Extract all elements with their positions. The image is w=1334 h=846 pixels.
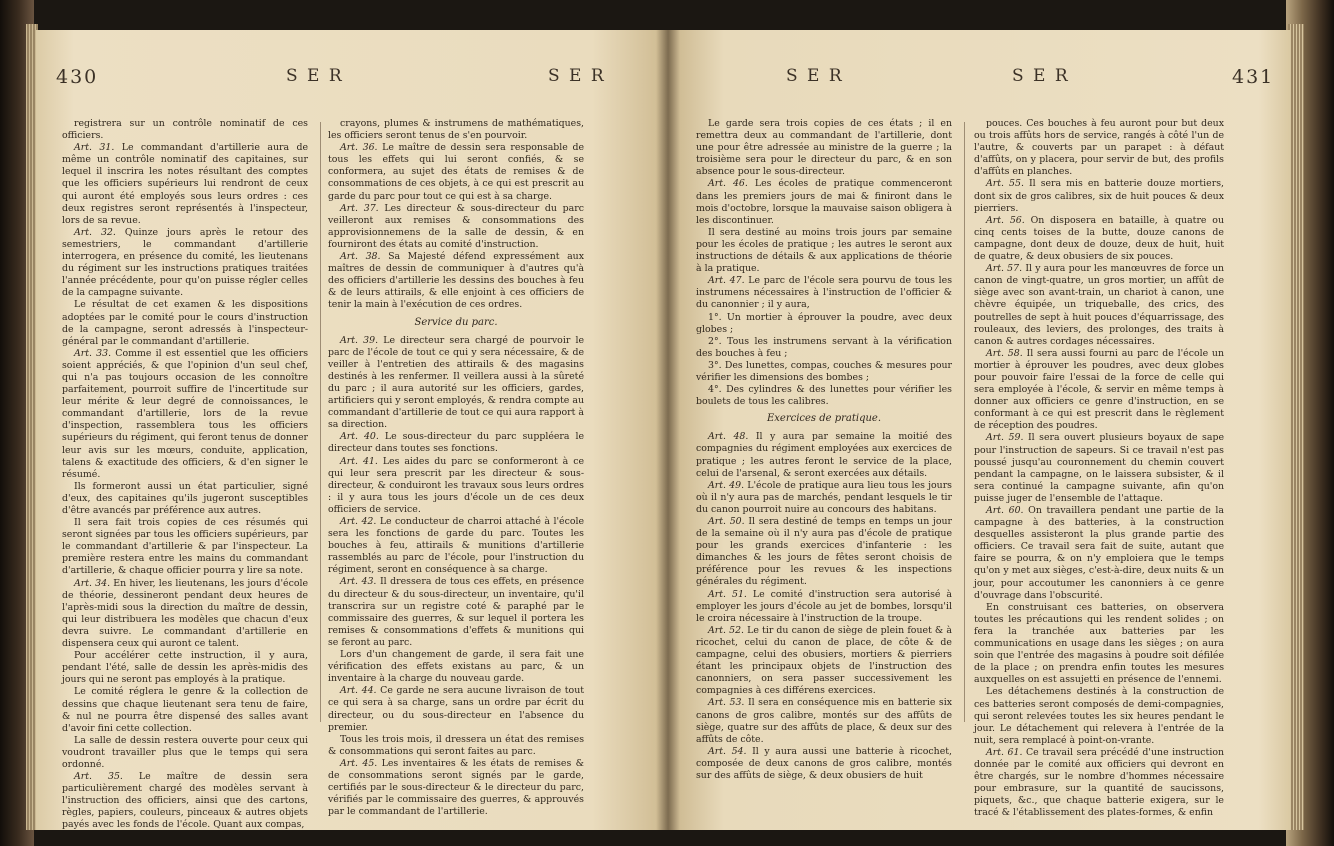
article-text: Quinze jours après le retour des semestriers, le commandant d'artillerie interrogera, en présence du comité, les lieutenans du régiment sur les instructions pratiques traitées l'année précédente, pour qu'on puisse régler celles de la campagne suivante. (62, 226, 309, 299)
article-text: L'école de pratique aura lieu tous les jours où il n'y aura pas de marchés, pendant lesquels le tir du canon pourroit nuire au concours des habitans. (696, 479, 952, 515)
article-number: Art. 53. (708, 697, 745, 709)
article-text: Il sera en conséquence mis en batterie six canons de gros calibre, montés sur des affûts de siège, quatre sur des affûts de place, & deux sur des affûts de côte. (696, 697, 952, 745)
article-paragraph (328, 516, 584, 576)
article-text: Le comité réglera le genre & la collection de dessins que chaque lieutenant sera tenu de faire, & nul ne pourra être dispensé des salles avant d'avoir fini cette collection. (62, 686, 308, 734)
article-paragraph (974, 747, 1224, 820)
article-text: Il y aura aussi une batterie à ricochet, composée de deux canons de gros calibre, montés sur des affûts de siège, & deux obusiers de huit (696, 745, 953, 781)
article-text: Il sera ouvert plusieurs boyaux de sape pour l'instruction de sapeurs. Si ce travail n'est pas poussé jusqu'au couronnement du chemin couvert pendant la campagne, on le laissera subsister, & il sera continué la campagne suivante, afin qu'on puisse juger de l'ensemble de l'attaque. (974, 432, 1224, 504)
article-text: Le maître de dessin sera responsable de tous les effets qui lui seront confiés, & se conformera, au sujet des états de remises & de consommations de ces objets, à ce qui est prescrit au garde du parc pour tout ce qui est à sa charge. (328, 142, 585, 202)
article-text: crayons, plumes & instrumens de mathématiques, les officiers seront tenus de s'en pourvoir. (328, 118, 584, 142)
article-paragraph (62, 686, 308, 734)
article-text: Les aides du parc se conformeront à ce qui leur sera prescrit par les directeur & sous-directeur, & conduiront les travaux sous leurs ordres : il y aura tous les jours d'école un de ces deux officiers de service. (328, 455, 584, 515)
article-text: 4°. Des cylindres & des lunettes pour vérifier les boulets de tous les calibres. (696, 384, 952, 408)
article-paragraph (696, 431, 952, 479)
article-text: Le maître de dessin sera particulièrement chargé des modèles servant à l'instruction des officiers, ainsi que des cartons, règles, papiers, couleurs, pinceaux & autres objets payés avec les fonds de l'école. Quant aux compas, (62, 771, 309, 830)
right-page (668, 30, 1290, 830)
article-text: Il sera aussi fourni au parc de l'école un mortier à éprouver les poudres, avec deux globes pour pouvoir faire l'essai de la force de celle qui sera employée à l'école, & servir en même temps à donner aux officiers ce genre d'instruction, en se conformant à ce qui est prescrit dans le règlement de réception des poudres. (974, 347, 1225, 432)
article-paragraph (974, 178, 1224, 214)
article-text: Le directeur sera chargé de pourvoir le parc de l'école de tout ce qui y sera nécessaire, & de veiller à l'entretien des attirails & des magasins destinés à les renfermer. Il veillera aussi à la sûreté du parc ; il aura autorité sur les officiers, gardes, artificiers qui y seront employés, & rendra compte au commandant d'artillerie de tout ce qui aura rapport à sa direction. (328, 334, 585, 431)
article-text: Les inventaires & les états de remises & de consommations seront signés par le garde, certifiés par le sous-directeur & le directeur du parc, vérifiés par le commissaire des guerres, & approuvés par le commandant de l'artillerie. (328, 757, 584, 818)
right-column-2 (974, 118, 1224, 819)
article-number: Art. 42. (340, 516, 377, 527)
article-text: Il y aura par semaine la moitié des compagnies du régiment employées aux exercices de pratique ; les autres feront le service de la place, celui de l'arsenal, & seront exercées aux détails. (696, 431, 953, 479)
article-paragraph (696, 275, 952, 311)
left-column-1 (62, 118, 308, 830)
article-number: Art. 47. (708, 275, 745, 287)
article-paragraph (62, 771, 308, 830)
section-heading: Exercices de pratique. (766, 413, 882, 425)
article-paragraph (62, 348, 308, 481)
article-paragraph (328, 734, 584, 758)
column-rule-right (964, 122, 965, 722)
article-number: Art. 35. (74, 771, 123, 783)
left-column-2 (328, 118, 584, 818)
article-text: Sa Majesté défend expressément aux maîtres de dessin de communiquer à d'autres qu'à des officiers d'artillerie les dessins des bouches à feu & de leurs attirails, & elle enjoint à ces officiers de tenir la main à l'exécution de ces ordres. (328, 251, 585, 311)
article-text: Le sous-directeur du parc suppléera le directeur dans toutes ses fonctions. (328, 431, 585, 455)
article-text: Les écoles de pratique commenceront dans les premiers jours de mai & finiront dans le mois d'octobre, lorsque la mauvaise saison obligera à les discontinuer. (696, 178, 953, 226)
article-paragraph (974, 215, 1224, 263)
article-paragraph (62, 578, 308, 651)
article-text: Le comité d'instruction sera autorisé à employer les jours d'école au jet de bombes, lorsqu'il le croira nécessaire à l'instruction de la troupe. (696, 588, 953, 624)
article-paragraph (696, 697, 952, 745)
article-number: Art. 50. (708, 516, 745, 527)
article-text: Comme il est essentiel que les officiers soient appréciés, & que l'opinion d'un seul chef, qui n'a pas toujours occasion de les connoître parfaitement, pourroit suffire de l'incertitude sur leur mérite & leur degré de connoissances, le commandant d'artillerie, lors de la revue d'inspection, rassemblera tous les officiers supérieurs du régiment, qui feront tenus de donner leur avis sur les mœurs, conduite, application, talens & exactitude des officiers, & d'en signer le résumé. (62, 347, 309, 480)
article-paragraph (696, 746, 952, 782)
article-number: Art. 60. (986, 505, 1024, 516)
article-paragraph (974, 263, 1224, 348)
article-number: Art. 37. (340, 202, 379, 214)
article-number: Art. 55. (986, 178, 1024, 190)
left-page-number: 430 (56, 66, 99, 88)
article-paragraph (62, 735, 308, 771)
article-text: Les détachemens destinés à la construction de ces batteries seront composés de demi-compagnies, qui seront relevées toutes les six heures pendant le jour. Le détachement qui relevera à l'entrée de la nuit, sera remplacé à point-on-vrante. (974, 686, 1224, 746)
article-paragraph (328, 203, 584, 251)
article-text: Le garde sera trois copies de ces états ; il en remettra deux au commandant de l'artillerie, dont une pour être adressée au ministre de la guerre ; la troisième sera pour le directeur du parc, & en son absence pour le sous-directeur. (696, 118, 952, 178)
article-paragraph (328, 685, 584, 733)
article-paragraph (62, 481, 308, 517)
article-paragraph (974, 505, 1224, 602)
article-text: Il sera mis en batterie douze mortiers, dont six de gros calibres, six de huit pouces & deux pierriers. (974, 178, 1224, 214)
article-text: Les directeur & sous-directeur du parc veilleront aux remises & consommations des approvisionnemens de la salle de dessin, & en fourniront des états au comité d'instruction. (328, 202, 584, 250)
article-paragraph (974, 118, 1224, 178)
article-number: Art. 32. (74, 226, 116, 238)
article-paragraph (328, 335, 584, 432)
article-text: 3°. Des lunettes, compas, couches & mesures pour vérifier les dimensions des bombes ; (696, 359, 952, 383)
column-rule-left (320, 122, 321, 722)
article-paragraph (974, 686, 1224, 746)
article-text: La salle de dessin restera ouverte pour ceux qui voudront travailler plus que le temps qui sera ordonné. (62, 734, 308, 770)
article-text: 2°. Tous les instrumens servant à la vérification des bouches à feu ; (696, 335, 952, 359)
article-number: Art. 39. (340, 334, 379, 346)
article-number: Art. 57. (986, 263, 1023, 275)
right-running-head-2: S E R (1012, 66, 1070, 86)
article-paragraph (696, 589, 952, 625)
article-paragraph (696, 516, 952, 589)
article-text: pouces. Ces bouches à feu auront pour but deux ou trois affûts hors de service, rangés à côté l'un de l'autre, & couverts par un parapet : à défaut d'affûts, on y placera, pour servir de but, des profils d'affûts en planches. (974, 118, 1224, 178)
article-text: En construisant ces batteries, on observera toutes les précautions qui les rendent solides ; on fera la tranchée aux batteries par les communications en usage dans les sièges ; on aura soin que l'entrée des magasins à poudre soit défilée de la place ; on prendra enfin toutes les mesures auxquelles on est assujetti en présence de l'ennemi. (974, 601, 1224, 686)
article-paragraph (696, 118, 952, 178)
article-paragraph (696, 312, 952, 336)
article-number: Art. 31. (74, 142, 115, 154)
article-paragraph (328, 251, 584, 311)
article-text: Il sera destiné de temps en temps un jour de la semaine où il n'y aura pas d'école de pratique pour les grands exercices d'infanterie : les dimanches & les jours de fêtes seront choisis de préférence pour les revues & les inspections générales du régiment. (696, 516, 953, 588)
article-paragraph (696, 625, 952, 698)
article-text: Il dressera de tous ces effets, en présence du directeur & du sous-directeur, un inventaire, qu'il transcrira sur un registre coté & paraphé par le commissaire des guerres, & sur lequel il portera les remises & consommations d'effets & munitions qui se feront au parc. (328, 576, 585, 648)
article-text: On travaillera pendant une partie de la campagne à des batteries, à la construction desquelles assisteront la plus grande partie des officiers. Ce travail sera fait de suite, autant que faire se pourra, & on n'y emploiera que le temps qu'on y met aux sièges, c'est-à-dire, deux nuits & un jour, pour accoutumer les canonniers à ce genre d'ouvrage dans l'obscurité. (974, 505, 1225, 601)
article-text: Il sera fait trois copies de ces résumés qui seront signées par tous les officiers supérieurs, par le commandant d'artillerie & par l'inspecteur. La première restera entre les mains du commandant d'artillerie, & chaque officier pourra y lire sa note. (62, 517, 308, 577)
article-number: Art. 44. (340, 685, 377, 697)
article-text: Le parc de l'école sera pourvu de tous les instrumens nécessaires à l'instruction de l'officier & du canonnier ; il y aura, (696, 275, 953, 311)
page-stack-right (1288, 24, 1304, 830)
article-number: Art. 59. (986, 432, 1024, 444)
article-paragraph (62, 142, 308, 227)
article-text: registrera sur un contrôle nominatif de ces officiers. (62, 118, 308, 142)
article-paragraph (328, 758, 584, 818)
section-heading: Service du parc. (414, 316, 498, 328)
article-text: Ils formeront aussi un état particulier, signé d'eux, des capitaines qu'ils jugeront susceptibles d'être avancés par préférence aux autres. (62, 480, 308, 516)
article-text: Il sera destiné au moins trois jours par semaine pour les écoles de pratique ; les autres le seront aux instructions de détails & aux applications de théorie à la pratique. (696, 226, 952, 275)
article-paragraph (62, 299, 308, 347)
right-running-head-1: S E R (786, 66, 844, 86)
article-paragraph (696, 480, 952, 516)
article-number: Art. 56. (986, 214, 1025, 226)
article-number: Art. 58. (986, 347, 1023, 359)
article-number: Art. 48. (708, 431, 749, 443)
article-number: Art. 40. (340, 431, 379, 443)
article-text: 1°. Un mortier à éprouver la poudre, avec deux globes ; (696, 311, 952, 335)
article-text: Il y aura pour les manœuvres de force un canon de vingt-quatre, un gros mortier, un affût de siège avec son avant-train, un chariot à canon, une chèvre équipée, un triqueballe, des crics, des poutrelles de sept à huit pouces d'équarrissage, des rouleaux, des leviers, des prolonges, des traits à canon & autres cordages nécessaires. (974, 263, 1225, 347)
article-paragraph (974, 432, 1224, 505)
article-text: Lors d'un changement de garde, il sera fait une vérification des effets existans au parc, & un inventaire à la charge du nouveau garde. (328, 649, 584, 685)
article-paragraph (328, 576, 584, 649)
article-number: Art. 33. (74, 347, 112, 359)
article-text: Pour accélérer cette instruction, il y aura, pendant l'été, salle de dessin les après-midis des jours qui ne seront pas employés à la pratique. (62, 650, 308, 686)
article-text: Tous les trois mois, il dressera un état des remises & consommations qui seront faites au parc. (328, 733, 584, 757)
article-paragraph (696, 178, 952, 226)
article-paragraph (696, 336, 952, 360)
article-number: Art. 61. (986, 746, 1023, 758)
article-paragraph (696, 384, 952, 408)
article-text: En hiver, les lieutenans, les jours d'école de théorie, dessineront pendant deux heures de l'après-midi sous la direction du maître de dessin, qui leur distribuera les modèles que chacun d'eux devra suivre. Le commandant d'artillerie en dispensera ceux qui auront ce talent. (62, 577, 309, 650)
article-paragraph (328, 142, 584, 202)
article-number: Art. 46. (708, 178, 748, 190)
article-number: Art. 36. (340, 142, 378, 154)
article-paragraph (328, 649, 584, 685)
article-paragraph (328, 456, 584, 516)
article-number: Art. 34. (74, 577, 111, 589)
article-text: Le tir du canon de siège de plein fouet & à ricochet, celui du canon de place, de côte & de campagne, celui des obusiers, mortiers & pierriers étant les principaux objets de l'instruction des canonniers, on sera passer successivement les compagnies à ces différens exercices. (696, 624, 952, 697)
article-paragraph (328, 118, 584, 142)
article-text: Le conducteur de charroi attaché à l'école sera les fonctions de garde du parc. Toutes les bouches à feu, attirails & munitions d'artillerie rassemblés au parc de l'école, pour l'instruction du régiment, seront en conséquence à sa charge. (328, 516, 585, 576)
article-text: On disposera en bataille, à quatre ou cinq cents toises de la butte, douze canons de campagne, dont deux de douze, deux de huit, huit de quatre, & deux obusiers de six pouces. (974, 214, 1224, 263)
article-number: Art. 52. (708, 624, 745, 636)
article-text: Le commandant d'artillerie aura de même un contrôle nominatif des capitaines, sur lequel il inscrira les notes résultant des comptes que les officiers supérieurs lui rendront de ceux qui auront été employés sous leurs ordres : ces deux registres seront représentés à l'inspecteur, lors de sa revue. (62, 142, 309, 226)
article-paragraph (974, 348, 1224, 433)
article-number: Art. 49. (708, 479, 745, 491)
article-paragraph (328, 431, 584, 455)
article-number: Art. 45. (340, 757, 378, 769)
article-text: Le résultat de cet examen & les dispositions adoptées par le comité pour le cours d'instruction de la campagne, seront adressés à l'inspecteur-général par le commandant d'artillerie. (62, 299, 308, 347)
article-number: Art. 38. (340, 251, 381, 263)
article-number: Art. 51. (708, 588, 747, 600)
left-running-head-2: S E R (548, 66, 606, 86)
article-paragraph (974, 602, 1224, 687)
left-page (36, 30, 668, 830)
article-paragraph (696, 227, 952, 275)
right-page-number: 431 (1232, 66, 1275, 88)
article-number: Art. 43. (340, 576, 377, 588)
article-paragraph (62, 118, 308, 142)
article-paragraph (696, 360, 952, 384)
left-running-head-1: S E R (286, 66, 344, 86)
article-text: Ce garde ne sera aucune livraison de tout ce qui sera à sa charge, sans un ordre par écrit du directeur, ou du sous-directeur en l'absence du premier. (328, 685, 584, 733)
right-column-1 (696, 118, 952, 782)
article-paragraph (62, 227, 308, 300)
article-paragraph (62, 517, 308, 577)
article-paragraph (62, 650, 308, 686)
article-number: Art. 54. (708, 745, 747, 757)
book-gutter (656, 30, 680, 830)
article-text: Ce travail sera précédé d'une instruction donnée par le comité aux officiers qui devront en être chargés, sur le nombre d'hommes nécessaire pour embrasure, sur la quantité de saucissons, piquets, &c., que chaque batterie exigera, sur le tracé & l'établissement des plates-formes, & enfin (974, 746, 1224, 819)
article-number: Art. 41. (340, 455, 378, 467)
